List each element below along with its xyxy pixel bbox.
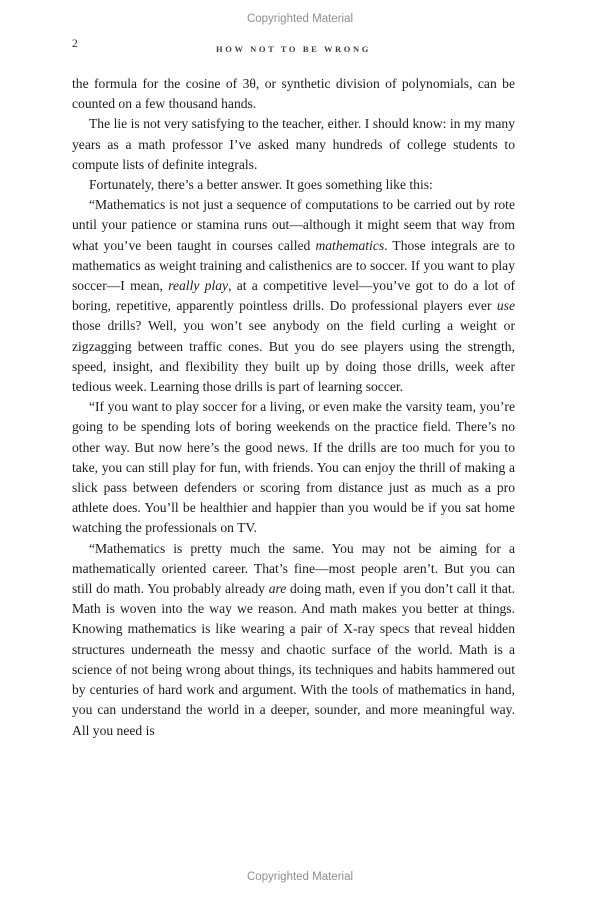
paragraph: The lie is not very satisfying to the teacher, either. I should know: in my many years as a math professor I’ve asked many hundreds of college students to compute lists of definite integrals. [72, 116, 515, 172]
paragraph: “Mathematics is not just a sequence of computations to be carried out by rote until your patience or stamina runs out—although it might seem that way from what you’ve been taught in courses called mathematics. Those integrals are to mathematics as weight training and calisthenics are to soccer. If you want to play soccer—I mean, really play, at a competitive level—you’ve got to do a lot of boring, repetitive, apparently pointless drills. Do professional players ever use those drills? Well, you won’t see anybody on the field curling a weight or zigzagging between traffic cones. But you do see players using the strength, speed, insight, and flexibility they built up by doing those drills, week after tedious week. Learning those drills is part of learning soccer. [72, 197, 516, 395]
paragraph: “Mathematics is pretty much the same. You may not be aiming for a mathematically oriented career. That’s fine—most people aren’t. But you can still do math. You probably already are doing math, even if you don’t call it that. Math is woven into the way we reason. And math makes you better at things. Knowing mathematics is like wearing a pair of X-ray specs that reveal hidden structures underneath the messy and chaotic surface of the world. Math is a science of not being wrong about things, its techniques and habits hammered out by centuries of hard work and argument. With the tools of mathematics in hand, you can understand the world in a deeper, sounder, and more meaningful way. All you need is [72, 540, 516, 738]
page-number: 2 [72, 38, 78, 50]
paragraph: “If you want to play soccer for a living, or even make the varsity team, you’re going to be spending lots of boring weekends on the practice field. There’s no other way. But now here’s the good news. If the drills are too much for you to take, you can still play for fun, with friends. You can enjoy the thrill of making a slick pass between defenders or scoring from distance just as much as a pro athlete does. You’ll be healthier and happier than you would be if you sat home watching the professionals on TV. [72, 399, 515, 536]
copyright-notice-top: Copyrighted Material [246, 13, 354, 25]
page-header [72, 39, 515, 57]
running-title: HOW NOT TO BE WRONG [216, 44, 371, 54]
paragraph: Fortunately, there’s a better answer. It goes something like this: [89, 177, 433, 193]
page-body [72, 74, 515, 741]
copyright-notice-bottom: Copyrighted Material [246, 871, 354, 883]
paragraph: the formula for the cosine of 3θ, or synthetic division of polynomials, can be counted on a few thousand hands. [72, 76, 515, 112]
